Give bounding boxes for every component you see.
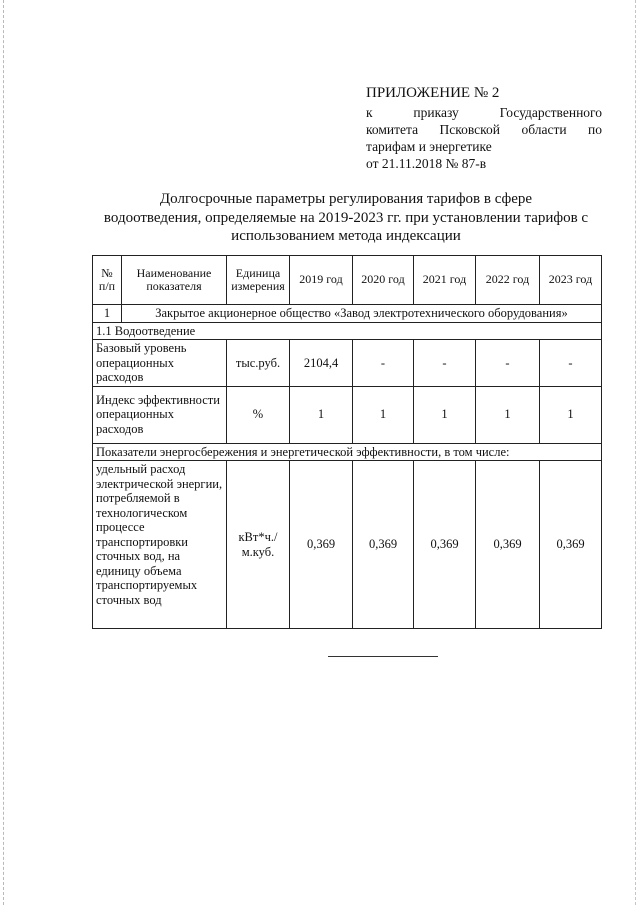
header-year-2021: 2021 год — [414, 256, 476, 305]
company-row — [93, 305, 602, 323]
value-cell: - — [353, 340, 414, 387]
value-cell: 0,369 — [290, 461, 353, 629]
table-row — [93, 461, 602, 629]
appendix-line-2: комитета Псковской области по — [366, 122, 602, 137]
appendix-line-4: от 21.11.2018 № 87-в — [366, 156, 487, 171]
page-edge-left — [3, 0, 4, 905]
value-cell: 0,369 — [476, 461, 540, 629]
table-header-row — [93, 256, 602, 305]
header-name: Наименование показателя — [122, 256, 227, 305]
value-cell: 0,369 — [414, 461, 476, 629]
row-name-specific-consumption: удельный расход электрической энергии, потребляемой в технологическом процессе транспортировки сточных вод, на единицу объема транспортируемых сточных вод — [93, 461, 227, 629]
table-row — [93, 340, 602, 387]
table-row — [93, 386, 602, 443]
value-cell: 1 — [290, 386, 353, 443]
company-name: Закрытое акционерное общество «Завод электротехнического оборудования» — [122, 305, 602, 323]
parameters-table — [92, 255, 602, 629]
value-cell: - — [540, 340, 602, 387]
title-line-1: Долгосрочные параметры регулирования тарифов в сфере — [159, 191, 533, 207]
row-unit: тыс.руб. — [227, 340, 290, 387]
value-cell: 0,369 — [540, 461, 602, 629]
value-cell: 1 — [353, 386, 414, 443]
header-num: № п/п — [93, 256, 122, 305]
appendix-line-3: тарифам и энергетике — [366, 139, 492, 154]
document-title — [92, 190, 600, 246]
value-cell: - — [476, 340, 540, 387]
header-unit: Единица измерения — [227, 256, 290, 305]
signoff-line — [328, 656, 438, 657]
section-row — [93, 322, 602, 340]
appendix-header — [366, 84, 602, 172]
value-cell: 1 — [476, 386, 540, 443]
header-year-2019: 2019 год — [290, 256, 353, 305]
appendix-line-1: к приказу Государственного — [366, 105, 602, 120]
company-num: 1 — [93, 305, 122, 323]
appendix-title: ПРИЛОЖЕНИЕ № 2 — [366, 85, 500, 101]
header-year-2022: 2022 год — [476, 256, 540, 305]
section-title: 1.1 Водоотведение — [93, 322, 602, 340]
row-name-efficiency-index: Индекс эффективности операционных расходов — [93, 386, 227, 443]
header-year-2020: 2020 год — [353, 256, 414, 305]
page-edge-right — [635, 0, 636, 905]
value-cell: - — [414, 340, 476, 387]
value-cell: 0,369 — [353, 461, 414, 629]
header-year-2023: 2023 год — [540, 256, 602, 305]
row-name-base-costs: Базовый уровень операционных расходов — [93, 340, 227, 387]
energy-heading: Показатели энергосбережения и энергетической эффективности, в том числе: — [93, 443, 602, 461]
title-line-2: водоотведения, определяемые на 2019-2023 гг. при установлении тарифов с — [103, 209, 589, 226]
row-unit: % — [227, 386, 290, 443]
energy-heading-row — [93, 443, 602, 461]
title-line-3: использованием метода индексации — [231, 228, 461, 244]
row-unit: кВт*ч./м.куб. — [227, 461, 290, 629]
value-cell: 1 — [540, 386, 602, 443]
value-cell: 2104,4 — [290, 340, 353, 387]
value-cell: 1 — [414, 386, 476, 443]
